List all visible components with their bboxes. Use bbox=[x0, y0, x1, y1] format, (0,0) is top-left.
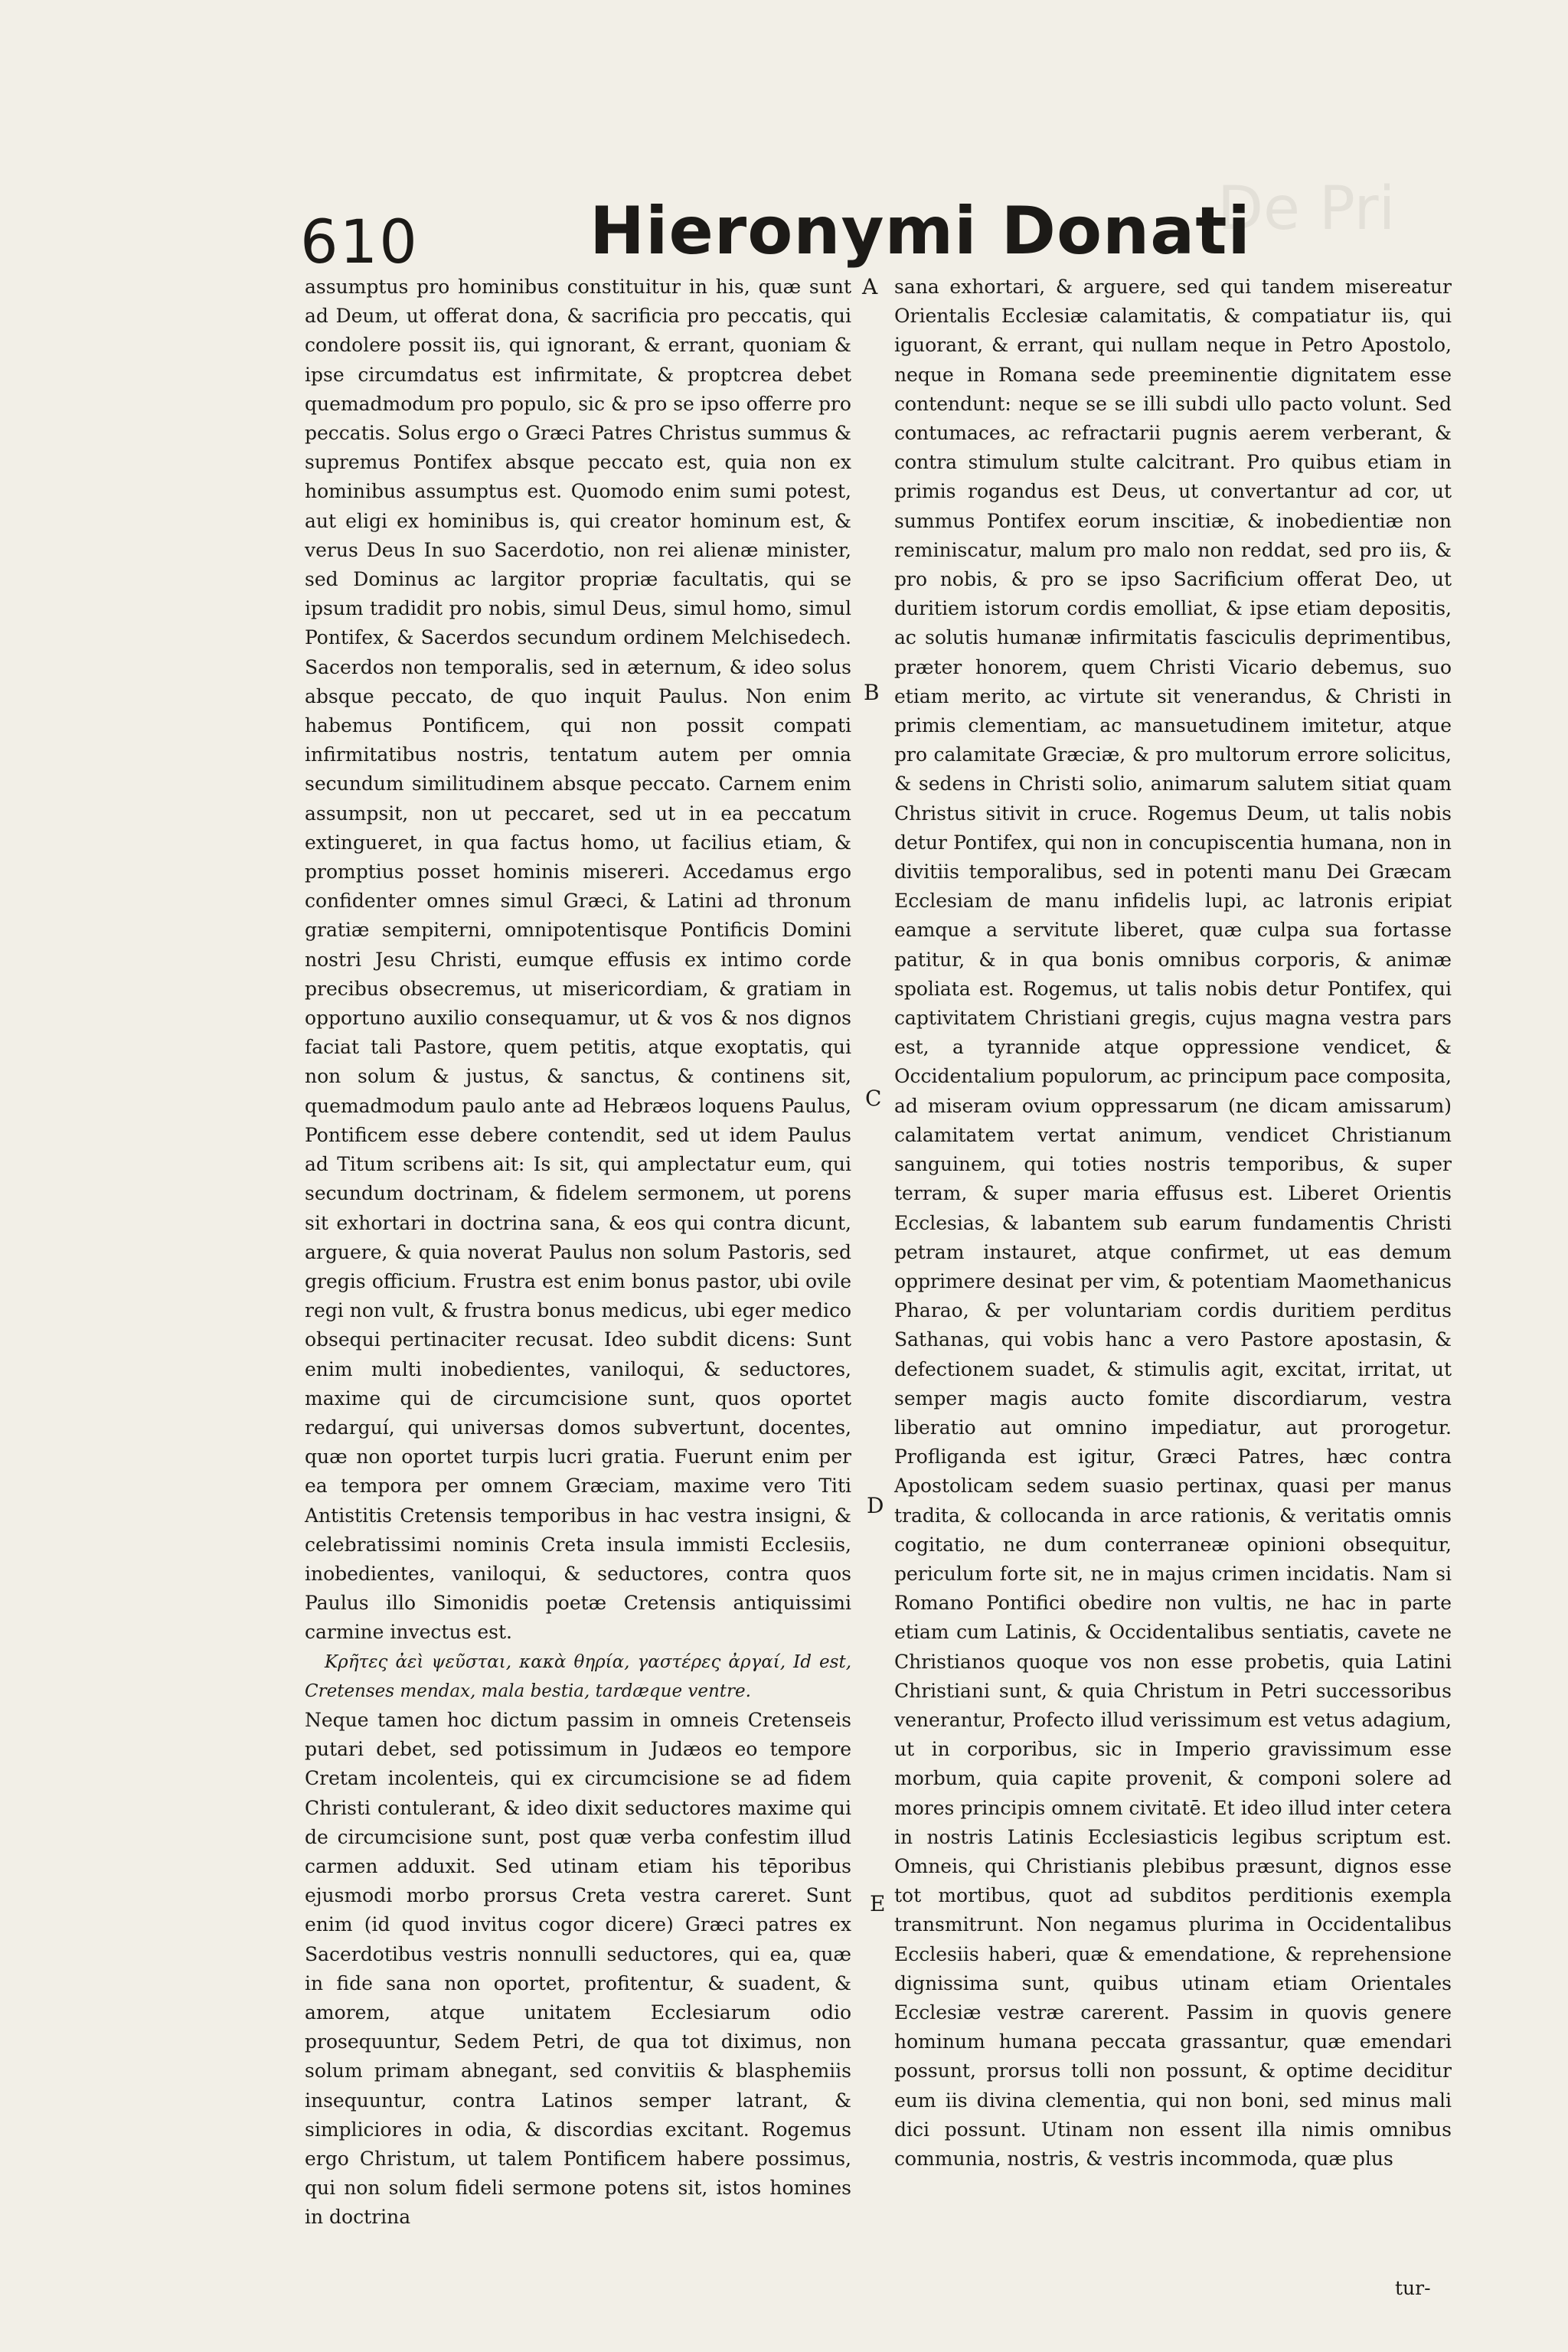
catchword: tur- bbox=[1395, 2277, 1431, 2299]
margin-letter-b: B bbox=[864, 680, 880, 705]
right-column-text: sana exhortari, & arguere, sed qui tandem misereatur Orientalis Ecclesiæ calamitatis, & compatiatur iis, qui iguorant, & errant, qui nullam neque in Petro Apostolo, neque in Romana sede preeminentie dignitatem esse contendunt: neque se se illi subdi ullo pacto volunt. Sed contumaces, ac refractarii pugnis aerem verberant, & contra stimulum stulte calcitrant. Pro quibus etiam in primis rogandus est Deus, ut convertantur ad cor, ut summus Pontifex eorum inscitiæ, & inobedientiæ non reminiscatur, malum pro malo non reddat, sed pro iis, & pro nobis, & pro se ipso Sacrificium offerat Deo, ut duritiem istorum cordis emolliat, & ipse etiam depositis, ac solutis humanæ infirmitatis fasciculis deprimentibus, præter honorem, quem Christi Vicario debemus, suo etiam merito, ac virtute sit venerandus, & Christi in primis clementiam, ac mansuetudinem imitetur, atque pro calamitate Græciæ, & pro multorum errore solicitus, & sedens in Christi solio, animarum salutem sitiat quam Christus sitivit in cruce. Rogemus Deum, ut talis nobis detur Pontifex, qui non in concupiscentia humana, non in divitiis temporalibus, sed in potenti manu Dei Græcam Ecclesiam de manu infidelis lupi, ac latronis eripiat eamque a servitute liberet, quæ culpa sua fortasse patitur, & in qua bonis omnibus corporis, & animæ spoliata est. Rogemus, ut talis nobis detur Pontifex, qui captivitatem Christiani gregis, cujus magna vestra pars est, a tyrannide atque oppressione vendicet, & Occidentalium populorum, ac principum pace composita, ad miseram ovium oppressarum (ne dicam amissarum) calamitatem vertat animum, vendicet Christianum sanguinem, qui toties nostris temporibus, & super terram, & super maria effusus est. Liberet Orientis Ecclesias, & labantem sub earum fundamentis Christi petram instauret, atque confirmet, ut eas demum opprimere desinat per vim, & potentiam Maomethanicus Pharao, & per voluntariam cordis duritiem perditus Sathanas, qui vobis hanc a vero Pastore apostasin, & defectionem suadet, & stimulis agit, excitat, irritat, ut semper magis aucto fomite discordiarum, vestra liberatio aut omnino impediatur, aut prorogetur. Profliganda est igitur, Græci Patres, hæc contra Apostolicam sedem suasio pertinax, quasi per manus tradita, & collocanda in arce rationis, & veritatis omnis cogitatio, ne dum conterraneæ opinioni obsequitur, periculum forte sit, ne in majus crimen incidatis. Nam si Romano Pontifici obedire non vultis, ne hac in parte etiam cum Latinis, & Occidentalibus sentiatis, cavete ne Christianos quoque vos non esse probetis, quia Latini Christiani sunt, & quia Christum in Petri successoribus venerantur, Profecto illud verissimum est vetus adagium, ut in corporibus, sic in Imperio gravissimum esse morbum, quia capite provenit, & componi solere ad mores principis omnem civitatē. Et ideo illud inter cetera in nostris Latinis Ecclesiasticis legibus scriptum est. Omneis, qui Christianis plebibus præsunt, dignos esse tot mortibus, quot ad subditos perditionis exempla transmitrunt. Non negamus plurima in Occidentalibus Ecclesiis haberi, quæ & emendatione, & reprehensione dignissima sunt, quibus utinam etiam Orientales Ecclesiæ vestræ carerent. Passim in quovis genere hominum humana peccata grassantur, quæ emendari possunt, prorsus tolli non possunt, & optime deciditur eum iis divina clementia, qui non boni, sed minus mali dici possunt. Utinam non essent illa nimis omnibus communia, nostris, & vestris incommoda, quæ plus bbox=[894, 276, 1452, 2170]
left-column-continuation: Neque tamen hoc dictum passim in omneis Cretenseis putari debet, sed potissimum in Judæos eo tempore Cretam incolenteis, qui ex circumcisione se ad fidem Christi contulerant, & ideo dixit seductores maxime qui de circumcisione sunt, post quæ verba confestim illud carmen adduxit. Sed utinam etiam his tēporibus ejusmodi morbo prorsus Creta vestra careret. Sunt enim (id quod invitus cogor dicere) Græci patres ex Sacerdotibus vestris nonnulli seductores, qui ea, quæ in fide sana non oportet, profitentur, & suadent, & amorem, atque unitatem Ecclesiarum odio prosequuntur, Sedem Petri, de qua tot diximus, non solum primam abnegant, sed convitiis & blasphemiis insequuntur, contra Latinos semper latrant, & simpliciores in odia, & discordias excitant. Rogemus ergo Christum, ut talem Pontificem habere possimus, qui non solum fideli sermone potens sit, istos homines in doctrina bbox=[305, 1708, 851, 2229]
running-title: Hieronymi Donati bbox=[590, 193, 1251, 270]
margin-letter-c: C bbox=[865, 1086, 882, 1111]
page-number: 610 bbox=[300, 208, 419, 277]
margin-letter-e: E bbox=[870, 1891, 886, 1916]
margin-letter-a: A bbox=[862, 274, 878, 299]
right-column bbox=[894, 273, 1452, 2174]
left-column-text: assumptus pro hominibus constituitur in his, quæ sunt ad Deum, ut offerat dona, & sacrificia pro peccatis, qui condolere possit iis, qui ignorant, & errant, quoniam & ipse circumdatus est infirmitate, & proptcrea debet quemadmodum pro populo, sic & pro se ipso offerre pro peccatis. Solus ergo o Græci Patres Christus summus & supremus Pontifex absque peccato est, quia non ex hominibus assumptus est. Quomodo enim sumi potest, aut eligi ex hominibus is, qui creator hominum est, & verus Deus In suo Sacerdotio, non rei alienæ minister, sed Dominus ac largitor propriæ facultatis, qui se ipsum tradidit pro nobis, simul Deus, simul homo, simul Pontifex, & Sacerdos secundum ordinem Melchisedech. Sacerdos non temporalis, sed in æternum, & ideo solus absque peccato, de quo inquit Paulus. Non enim habemus Pontificem, qui non possit compati infirmitatibus nostris, tentatum autem per omnia secundum similitudinem absque peccato. Carnem enim assumpsit, non ut peccaret, sed ut in ea peccatum extingueret, in qua factus homo, ut facilius etiam, & promptius posset hominis misereri. Accedamus ergo confidenter omnes simul Græci, & Latini ad thronum gratiæ sempiterni, omnipotentisque Pontificis Domini nostri Jesu Christi, eumque effusis ex intimo corde precibus obsecremus, ut misericordiam, & gratiam in opportuno auxilio consequamur, ut & vos & nos dignos faciat tali Pastore, quem petitis, atque exoptatis, qui non solum & justus, & sanctus, & continens sit, quemadmodum paulo ante ad Hebræos loquens Paulus, Pontificem esse debere contendit, sed ut idem Paulus ad Titum scribens ait: Is sit, qui amplectatur eum, qui secundum doctrinam, & fidelem sermonem, ut porens sit exhortari in doctrina sana, & eos qui contra dicunt, arguere, & quia noverat Paulus non solum Pastoris, sed gregis officium. Frustra est enim bonus pastor, ubi ovile regi non vult, & frustra bonus medicus, ubi eger medico obsequi pertinaciter recusat. Ideo subdit dicens: Sunt enim multi inobedientes, vaniloqui, & seductores, maxime qui de circumcisione sunt, quos oportet redarguí, qui universas domos subvertunt, docentes, quæ non oportet turpis lucri gratia. Fuerunt enim per ea tempora per omnem Græciam, maxime vero Titi Antistitis Cretensis temporibus in hac vestra insigni, & celebratissimi nominis Creta insula immisti Ecclesiis, inobedientes, vaniloqui, & seductores, contra quos Paulus illo Simonidis poetæ Cretensis antiquissimi carmine invectus est. bbox=[305, 276, 851, 1644]
greek-quotation: Κρῆτες ἀεὶ ψεῦσται, κακὰ θηρία, γαστέρες ἀργαί, Id est, Cretenses mendax, mala bestia, tardæque ventre. bbox=[305, 1651, 851, 1701]
left-column bbox=[305, 273, 851, 2233]
show-through-heading: De Pri bbox=[1217, 175, 1396, 243]
margin-letter-d: D bbox=[867, 1493, 884, 1518]
